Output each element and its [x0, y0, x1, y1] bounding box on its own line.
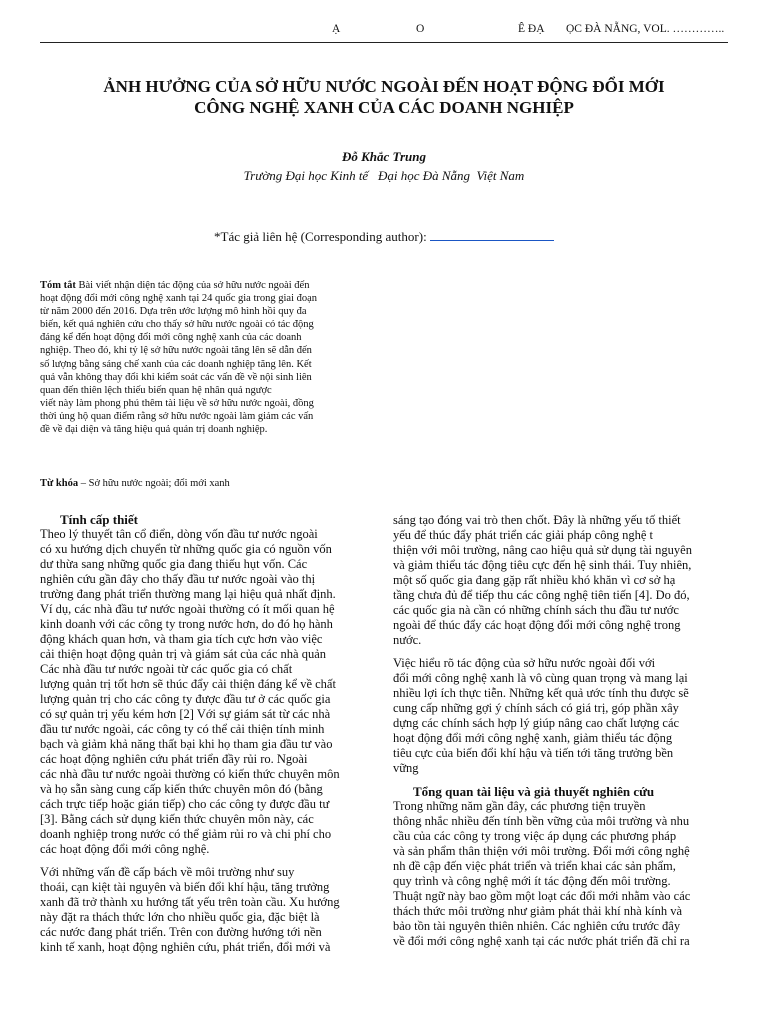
- corresponding-email-link[interactable]: [430, 228, 554, 241]
- abstract-line: từ năm 2000 đến 2016. Dựa trên ước lượng mô hình hồi quy đa: [40, 306, 307, 318]
- abstract-line: viết này làm phong phú thêm tài liệu về sở hữu nước ngoài, đồng: [40, 397, 314, 409]
- keywords-text: – Sở hữu nước ngoài; đổi mới xanh: [78, 478, 230, 489]
- paper-title: [40, 76, 728, 118]
- body-line: thoái, cạn kiệt tài nguyên và biến đổi khí hậu, tăng trưởng: [40, 880, 330, 894]
- body-line: này đặt ra thách thức lớn cho nhiều quốc gia, đặc biệt là: [40, 910, 320, 924]
- abstract-line: số lượng bằng sáng chế xanh của các doanh nghiệp tăng lên. Kết: [40, 358, 312, 370]
- body-line: và giảm thiểu tác động tiêu cực đến hệ sinh thái. Tuy nhiên,: [393, 558, 692, 572]
- body-line: có sự quản trị yếu kém hơn [2] Với sự giám sát từ các nhà: [40, 707, 331, 721]
- abstract-first-line: [40, 279, 375, 292]
- corresponding-author-label: *Tác giả liên hệ (Corresponding author):: [214, 229, 427, 244]
- body-line: các nước đang phát triển. Trên con đường hướng tới nền: [40, 925, 322, 939]
- corresponding-author: [40, 228, 728, 245]
- author-name: Đỗ Khắc Trung: [341, 149, 427, 164]
- author-affiliation: Trường Đại học Kinh tế Đại học Đà Nẵng Việt Nam: [243, 168, 525, 183]
- body-line: Ví dụ, các nhà đầu tư nước ngoài thường có ít mối quan hệ: [40, 602, 335, 616]
- body-line: thách thức môi trường như giảm phát thải khí nhà kính và: [393, 904, 683, 918]
- paper-title-line: CÔNG NGHỆ XANH CỦA CÁC DOANH NGHIỆP: [194, 98, 574, 117]
- body-line: nước.: [393, 633, 422, 647]
- body-line: và sản phẩm thân thiện với môi trường. Đổi mới công nghệ: [393, 844, 690, 858]
- body-line: Việc hiểu rõ tác động của sở hữu nước ngoài đối với: [393, 656, 656, 670]
- body-line: nh đề cập đến việc phát triển và triển khai các sản phẩm,: [393, 859, 676, 873]
- body-line: đổi mới công nghệ xanh là vô cùng quan trọng và mang lại: [393, 671, 688, 685]
- body-line: dư thừa sang những quốc gia đang thiếu hụt vốn. Các: [40, 557, 308, 571]
- body-line: Trong những năm gần đây, các phương tiện truyền: [393, 799, 646, 813]
- running-header-segment: Ê ĐẠ: [518, 23, 545, 35]
- body-line: các hoạt động đổi mới công nghệ.: [40, 842, 210, 856]
- running-header-segment: ỌC ĐÀ NẴNG, VOL. …………..: [566, 23, 725, 35]
- body-line: yếu để thúc đẩy phát triển các giải pháp công nghệ t: [393, 528, 653, 542]
- body-line: cung cấp những gợi ý chính sách có giá trị, góp phần xây: [393, 701, 679, 715]
- left-column: [40, 512, 375, 955]
- paragraph-gap: [393, 648, 728, 656]
- keywords-label: Từ khóa: [40, 478, 79, 489]
- body-line: [3]. Bằng cách sử dụng kiến thức chuyên môn này, các: [40, 812, 314, 826]
- abstract-line: biến, kết quả nghiên cứu cho thấy sở hữu nước ngoài có tác động: [40, 319, 314, 331]
- body-line: nghiên cứu gần đây cho thấy đầu tư nước ngoài vào thị: [40, 572, 316, 586]
- body-line: có xu hướng dịch chuyển từ những quốc gia có nguồn vốn: [40, 542, 332, 556]
- abstract-line: đáng kể đến hoạt động đổi mới công nghệ xanh của các doanh: [40, 332, 302, 344]
- body-line: kinh doanh với các công ty trong nước hơn, do đó họ hành: [40, 617, 333, 631]
- body-line: các nhà đầu tư nước ngoài thường có kiến thức chuyên môn: [40, 767, 340, 781]
- keywords: [40, 478, 375, 489]
- abstract-line: quả vẫn không thay đổi khi kiểm soát các vấn đề về nội sinh liên: [40, 371, 312, 383]
- body-line: bảo tồn tài nguyên thiên nhiên. Các nghiên cứu trước đây: [393, 919, 681, 933]
- body-line: Với những vấn đề cấp bách về môi trường như suy: [40, 865, 295, 879]
- body-line: nhiều lợi ích thực tiễn. Những kết quả ước tính thu được sẽ: [393, 686, 689, 700]
- body-line: vững: [393, 761, 419, 775]
- paragraph-gap: [393, 776, 728, 784]
- body-line: và họ sẵn sàng cung cấp kiến thức chuyên môn đó (bằng: [40, 782, 323, 796]
- abstract-line: thời ủng hộ quan điểm rằng sở hữu nước ngoài làm giảm các vấn: [40, 410, 314, 422]
- running-header-segment: Ạ: [332, 23, 341, 35]
- abstract-first-text: Bài viết nhận diện tác động của sở hữu nước ngoài đến: [75, 280, 310, 291]
- body-line: cải thiện hoạt động quản trị và giám sát của các nhà quản: [40, 647, 327, 661]
- body-line: hoạt động đổi mới công nghệ xanh, giảm thiểu tác động: [393, 731, 673, 745]
- body-line: sáng tạo đóng vai trò then chốt. Đây là những yếu tố thiết: [393, 513, 681, 527]
- body-line: Các nhà đầu tư nước ngoài từ các quốc gia có chất: [40, 662, 293, 676]
- body-line: các hoạt động nghiên cứu phát triển đầy rủi ro. Ngoài: [40, 752, 308, 766]
- body-line: thông nhắc nhiều đến tính bền vững của môi trường và nhu: [393, 814, 690, 828]
- body-line: cách trực tiếp hoặc gián tiếp) cho các công ty được đầu tư: [40, 797, 330, 811]
- running-header: [40, 20, 728, 43]
- body-line: các quốc gia nà cần có những chính sách thu đầu tư nước: [393, 603, 679, 617]
- body-line: lượng quản trị tốt hơn sẽ thúc đẩy cải thiện đáng kể về chất: [40, 677, 336, 691]
- body-line: trường đang phát triển thường mang lại hiệu quả nhất định.: [40, 587, 336, 601]
- body-line: đầu tư nước ngoài, các công ty có thể cải thiện tính minh: [40, 722, 325, 736]
- running-header-segment: O: [416, 23, 425, 35]
- abstract-line: nghiệp. Theo đó, khi tỷ lệ sở hữu nước ngoài tăng lên sẽ dẫn đến: [40, 345, 312, 357]
- body-line: tầng chưa đủ để tiếp thu các công nghệ tiên tiến [4]. Do đó,: [393, 588, 690, 602]
- body-line: ngoài để thúc đẩy các hoạt động đổi mới công nghệ trong: [393, 618, 681, 632]
- abstract-line: đề về đại diện và tăng hiệu quả quản trị doanh nghiệp.: [40, 424, 268, 436]
- body-line: lượng quản trị cho các công ty được đầu tư ở các quốc gia: [40, 692, 331, 706]
- body-line: dựng các chính sách hợp lý giúp nâng cao chất lượng các: [393, 716, 680, 730]
- body-line: động khách quan hơn, và tham gia tích cực hơn vào việc: [40, 632, 323, 646]
- paper-title-line: ẢNH HƯỞNG CỦA SỞ HỮU NƯỚC NGOÀI ĐẾN HOẠT ĐỘNG ĐỔI MỚI: [103, 77, 665, 96]
- abstract-line: hoạt động đổi mới công nghệ xanh tại 24 quốc gia trong giai đoạn: [40, 293, 318, 305]
- body-line: tiêu cực của biến đổi khí hậu và tiến tới tăng trưởng bền: [393, 746, 674, 760]
- section-heading: Tổng quan tài liệu và giả thuyết nghiên cứu: [413, 784, 655, 799]
- body-line: doanh nghiệp trong nước có thể giảm rủi ro và chi phí cho: [40, 827, 332, 841]
- body-line: thiện với môi trường, nâng cao hiệu quả sử dụng tài nguyên: [393, 543, 692, 557]
- body-line: kinh tế xanh, hoạt động nghiên cứu, phát triển, đổi mới và: [40, 940, 331, 954]
- body-line: cầu của các công ty trong việc áp dụng các phương pháp: [393, 829, 677, 843]
- body-line: Theo lý thuyết tân cổ điển, dòng vốn đầu tư nước ngoài: [40, 527, 318, 541]
- body-line: về đổi mới công nghệ xanh tại các nước phát triển đã chỉ ra: [393, 934, 690, 948]
- paragraph-gap: [40, 857, 375, 865]
- body-line: bạch và giảm khả năng thất bại khi họ tham gia đầu tư vào: [40, 737, 333, 751]
- abstract-label: Tóm tắt: [40, 280, 76, 291]
- body-line: Thuật ngữ này bao gồm một loạt các đổi mới nhằm vào các: [393, 889, 691, 903]
- right-column: [393, 513, 728, 949]
- section-heading: Tính cấp thiết: [60, 512, 139, 527]
- body-line: một số quốc gia đang gặp rất nhiều khó khăn vì cơ sở hạ: [393, 573, 676, 587]
- abstract: [40, 279, 375, 436]
- abstract-line: quan đến thiên lệch thiếu biến quan hệ nhân quả ngược: [40, 384, 272, 396]
- body-line: xanh đã trở thành xu hướng tất yếu trên toàn cầu. Xu hướng: [40, 895, 340, 909]
- body-line: quy trình và công nghệ mới ít tác động đến môi trường.: [393, 874, 671, 888]
